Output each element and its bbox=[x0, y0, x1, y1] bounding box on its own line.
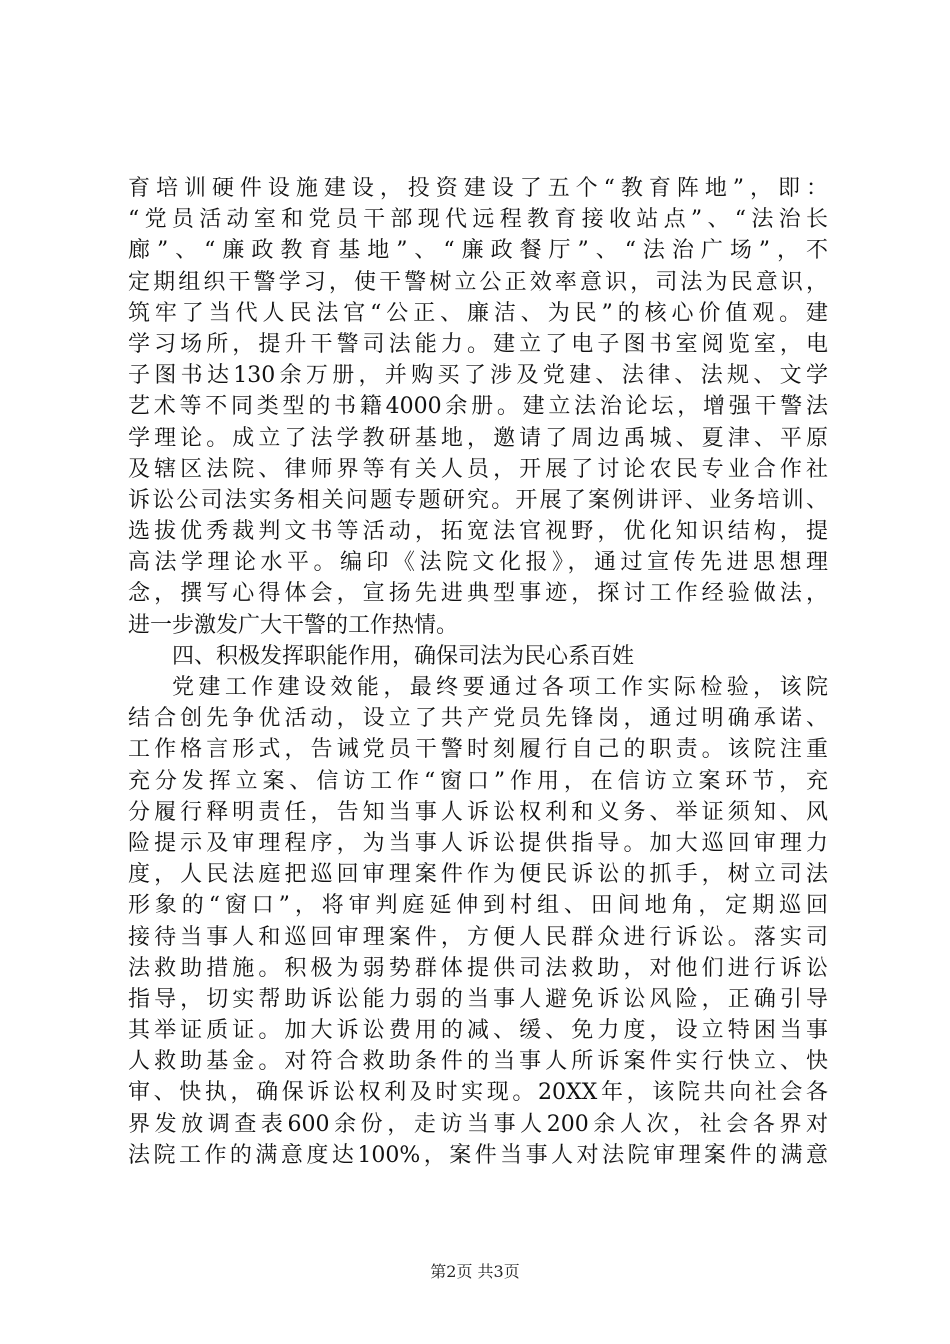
body-line: 及辖区法院、律师界等有关人员，开展了讨论农民专业合作社 bbox=[128, 456, 828, 482]
body-line: 高法学理论水平。编印《法院文化报》，通过宣传先进思想理 bbox=[128, 550, 828, 576]
body-line: 人救助基金。对符合救助条件的当事人所诉案件实行快立、快 bbox=[128, 1049, 828, 1075]
body-line: 念，撰写心得体会，宣扬先进典型事迹，探讨工作经验做法， bbox=[128, 581, 828, 607]
body-line: 筑牢了当代人民法官“公正、廉洁、为民”的核心价值观。建 bbox=[128, 300, 828, 326]
document-body bbox=[128, 173, 828, 1171]
body-line: 结合创先争优活动，设立了共产党员先锋岗，通过明确承诺、 bbox=[128, 706, 828, 732]
body-line: 法院工作的满意度达100%，案件当事人对法院审理案件的满意 bbox=[128, 1142, 828, 1168]
body-line: 工作格言形式，告诫党员干警时刻履行自己的职责。该院注重 bbox=[128, 737, 828, 763]
body-line: 度，人民法庭把巡回审理案件作为便民诉讼的抓手，树立司法 bbox=[128, 862, 828, 888]
body-line: 艺术等不同类型的书籍4000余册。建立法治论坛，增强干警法 bbox=[128, 394, 828, 420]
body-line: 指导，切实帮助诉讼能力弱的当事人避免诉讼风险，正确引导 bbox=[128, 986, 828, 1012]
body-line: 诉讼公司法实务相关问题专题研究。开展了案例讲评、业务培训、 bbox=[128, 487, 828, 513]
body-line: 学习场所，提升干警司法能力。建立了电子图书室阅览室，电 bbox=[128, 331, 828, 357]
page-footer: 第2页 共3页 bbox=[430, 1262, 520, 1281]
body-line: 接待当事人和巡回审理案件，方便人民群众进行诉讼。落实司 bbox=[128, 924, 828, 950]
body-line: “党员活动室和党员干部现代远程教育接收站点”、“法治长 bbox=[128, 207, 828, 233]
section-heading: 四、积极发挥职能作用，确保司法为民心系百姓 bbox=[172, 643, 635, 669]
body-line: 分履行释明责任，告知当事人诉讼权利和义务、举证须知、风 bbox=[128, 799, 828, 825]
body-line: 学理论。成立了法学教研基地，邀请了周边禹城、夏津、平原 bbox=[128, 425, 828, 451]
body-line: 选拔优秀裁判文书等活动，拓宽法官视野，优化知识结构，提 bbox=[128, 519, 828, 545]
body-line: 法救助措施。积极为弱势群体提供司法救助，对他们进行诉讼 bbox=[128, 955, 828, 981]
body-line: 形象的“窗口”，将审判庭延伸到村组、田间地角，定期巡回 bbox=[128, 893, 828, 919]
body-line: 进一步激发广大干警的工作热情。 bbox=[128, 612, 459, 638]
body-line: 审、快执，确保诉讼权利及时实现。20XX年，该院共向社会各 bbox=[128, 1080, 828, 1106]
body-line: 险提示及审理程序，为当事人诉讼提供指导。加大巡回审理力 bbox=[128, 830, 828, 856]
body-line: 充分发挥立案、信访工作“窗口”作用，在信访立案环节，充 bbox=[128, 768, 828, 794]
body-line: 子图书达130余万册，并购买了涉及党建、法律、法规、文学 bbox=[128, 363, 828, 389]
body-line: 育培训硬件设施建设，投资建设了五个“教育阵地”，即： bbox=[128, 176, 828, 201]
body-line: 其举证质证。加大诉讼费用的减、缓、免力度，设立特困当事 bbox=[128, 1018, 828, 1044]
body-line: 党建工作建设效能，最终要通过各项工作实际检验，该院 bbox=[172, 675, 828, 700]
body-line: 定期组织干警学习，使干警树立公正效率意识，司法为民意识， bbox=[128, 269, 828, 295]
body-line: 廊”、“廉政教育基地”、“廉政餐厅”、“法治广场”，不 bbox=[128, 238, 828, 264]
body-line: 界发放调查表600余份，走访当事人200余人次，社会各界对 bbox=[128, 1111, 828, 1137]
